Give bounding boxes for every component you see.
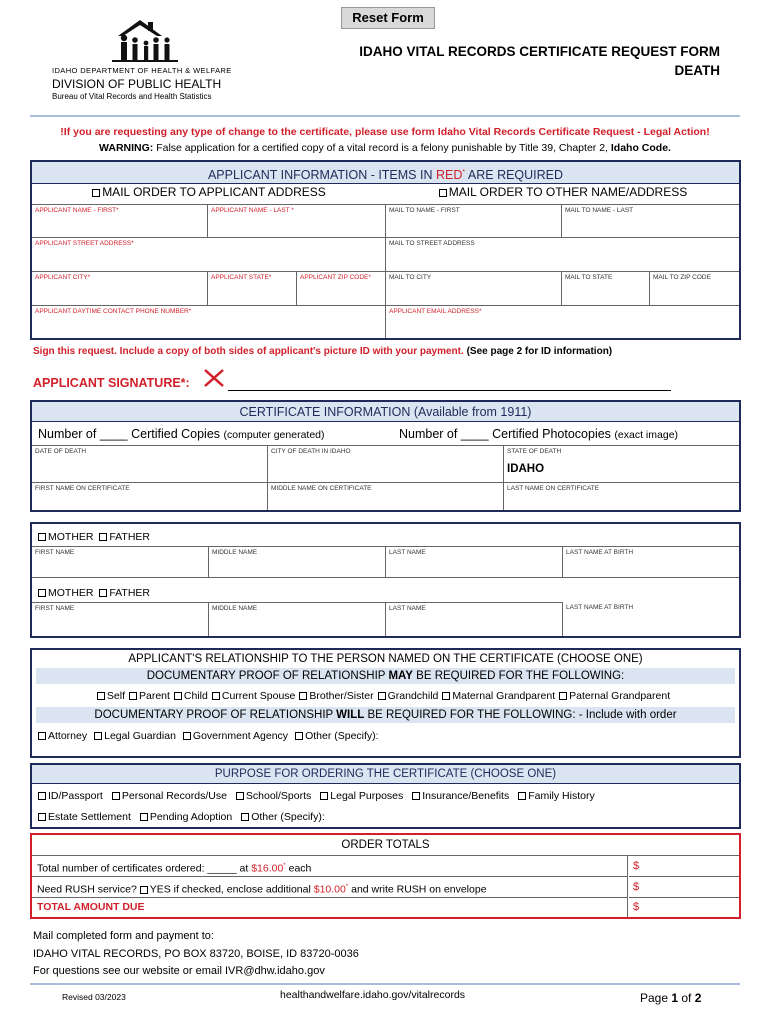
will-text-b: WILL [336, 709, 365, 721]
photocopies-label: Number of ____ Certified Photocopies [399, 427, 611, 441]
checkbox-icon [38, 589, 46, 597]
checkbox-icon [38, 792, 46, 800]
last-name-on-certificate-field[interactable]: LAST NAME ON CERTIFICATE [507, 485, 600, 492]
school-sports-checkbox[interactable] [236, 790, 311, 802]
checkbox-icon [129, 692, 137, 700]
applicant-header-post: ARE REQUIRED [465, 168, 564, 183]
checkbox-icon [38, 732, 46, 740]
mail-state-field[interactable]: MAIL TO STATE [562, 272, 650, 306]
warning-text: False application for a certified copy of a vital record is a felony punishable by Title 39, Chapter 2, [156, 142, 608, 154]
rush-service-row[interactable] [32, 877, 628, 898]
child-checkbox[interactable] [174, 690, 208, 702]
current-spouse-label: Current Spouse [221, 690, 296, 702]
copies-label: Number of ____ Certified Copies [38, 427, 221, 441]
family-logo-icon [110, 16, 180, 62]
order-totals-header: ORDER TOTALS [32, 835, 739, 856]
checkbox-icon [183, 732, 191, 740]
revised-date: Revised 03/2023 [62, 992, 126, 1002]
checkbox-icon [99, 589, 107, 597]
parent1-mother-checkbox[interactable] [38, 531, 94, 543]
checkbox-icon [412, 792, 420, 800]
checkbox-icon [212, 692, 220, 700]
parent2-middle-name-field[interactable]: MIDDLE NAME [209, 602, 386, 636]
total-certificates-row[interactable] [32, 856, 628, 877]
maternal-grandparent-label: Maternal Grandparent [452, 690, 556, 702]
checkbox-icon [241, 813, 249, 821]
parent1-first-name-field[interactable]: FIRST NAME [32, 546, 209, 578]
estate-settlement-label: Estate Settlement [48, 811, 131, 823]
parent-label: Parent [138, 690, 170, 702]
state-of-death-value: IDAHO [507, 463, 545, 475]
row2-text-b: if checked, enclose additional [170, 883, 314, 896]
applicant-header [32, 162, 739, 184]
row2-text-c: and write RUSH on envelope [348, 883, 487, 896]
brother-sister-label: Brother/Sister [309, 690, 374, 702]
checkbox-icon [295, 732, 303, 740]
applicant-street-field[interactable]: APPLICANT STREET ADDRESS* [32, 238, 386, 272]
paternal-grandparent-checkbox[interactable] [559, 690, 670, 702]
signature-x-icon [203, 368, 225, 388]
parent1-type [38, 531, 150, 543]
other-specify-checkbox[interactable] [241, 811, 325, 823]
checkbox-icon [442, 692, 450, 700]
applicant-zip-field[interactable]: APPLICANT ZIP CODE* [297, 272, 386, 306]
mother-label: MOTHER [48, 587, 94, 599]
checkbox-icon [97, 692, 105, 700]
id-passport-checkbox[interactable] [38, 790, 103, 802]
applicant-header-star: * [462, 169, 466, 176]
sign-note-red: Sign this request. Include a copy of both sides of applicant's picture ID with your payment. [33, 346, 464, 357]
state-of-death-label: STATE OF DEATH [507, 448, 562, 455]
parent-checkbox[interactable] [129, 690, 170, 702]
checkbox-icon [378, 692, 386, 700]
legal-purposes-checkbox[interactable] [320, 790, 403, 802]
may-text-a: DOCUMENTARY PROOF OF RELATIONSHIP [146, 670, 389, 682]
family-history-checkbox[interactable] [518, 790, 595, 802]
mailing-instructions [33, 928, 359, 981]
applicant-city-field[interactable]: APPLICANT CITY* [32, 272, 208, 306]
grandchild-checkbox[interactable] [378, 690, 439, 702]
order-totals-section [30, 833, 741, 919]
purpose-options-row1 [38, 789, 739, 803]
mail-last-name-field[interactable]: MAIL TO NAME - LAST [562, 204, 739, 238]
relationship-section [30, 648, 741, 758]
certificate-price: $16.00 [251, 862, 284, 875]
estate-settlement-checkbox[interactable] [38, 811, 131, 823]
brother-sister-checkbox[interactable] [299, 690, 373, 702]
checkbox-icon [38, 533, 46, 541]
maternal-grandparent-checkbox[interactable] [442, 690, 555, 702]
applicant-state-field[interactable]: APPLICANT STATE* [208, 272, 297, 306]
warning-code: Idaho Code. [610, 142, 671, 154]
checkbox-icon [559, 692, 567, 700]
bureau-name: Bureau of Vital Records and Health Statistics [52, 92, 212, 101]
personal-records-use-label: Personal Records/Use [121, 790, 227, 802]
self-label: Self [106, 690, 125, 702]
form-title [300, 42, 720, 80]
page-current: 1 [671, 991, 679, 1005]
agency-name: IDAHO DEPARTMENT OF HEALTH & WELFARE [52, 66, 232, 75]
mailing-line1: Mail completed form and payment to: [33, 930, 214, 942]
rush-yes-label: YES [149, 883, 171, 896]
warning-label: WARNING: [99, 142, 154, 154]
sign-note-black: (See page 2 for ID information) [466, 346, 613, 357]
row1-text: Total number of certificates ordered: _____ at [37, 862, 252, 875]
mailing-address: IDAHO VITAL RECORDS, PO BOX 83720, BOISE, ID 83720-0036 [33, 947, 359, 960]
mail-street-field[interactable]: MAIL TO STREET ADDRESS [386, 238, 739, 272]
mailing-contact: For questions see our website or email IVR@dhw.idaho.gov [33, 965, 325, 977]
title-line2: DEATH [674, 63, 720, 78]
parent2-father-checkbox[interactable] [99, 587, 150, 599]
mail-applicant-label: MAIL ORDER TO APPLICANT ADDRESS [102, 185, 326, 199]
certificate-header: CERTIFICATE INFORMATION (Available from 1911) [32, 402, 739, 422]
page-of: of [678, 991, 695, 1005]
parent2-type [38, 587, 150, 599]
legal-purposes-label: Legal Purposes [330, 790, 404, 802]
parent2-birth-name-field[interactable]: LAST NAME AT BIRTH [566, 604, 634, 611]
applicant-phone-field[interactable]: APPLICANT DAYTIME CONTACT PHONE NUMBER* [32, 306, 386, 338]
checkbox-icon [140, 813, 148, 821]
grandchild-label: Grandchild [387, 690, 439, 702]
city-of-death-field[interactable]: CITY OF DEATH IN IDAHO [268, 445, 504, 483]
applicant-first-name-field[interactable]: APPLICANT NAME - FIRST* [32, 204, 208, 238]
header-rule [30, 115, 740, 117]
checkbox-icon [38, 813, 46, 821]
total-amount-field[interactable]: $ [633, 901, 640, 913]
government-agency-checkbox[interactable] [183, 730, 288, 742]
mail-zip-field[interactable]: MAIL TO ZIP CODE [650, 272, 739, 306]
attorney-label: Attorney [48, 730, 88, 742]
checkbox-icon [99, 533, 107, 541]
checkbox-icon [518, 792, 526, 800]
current-spouse-checkbox[interactable] [212, 690, 296, 702]
parent1-father-checkbox[interactable] [99, 531, 150, 543]
applicant-email-field[interactable]: APPLICANT EMAIL ADDRESS* [389, 308, 482, 315]
parent2-last-name-field[interactable]: LAST NAME [386, 602, 563, 636]
father-label: FATHER [109, 587, 150, 599]
legal-guardian-checkbox[interactable] [94, 730, 176, 742]
checkbox-icon [112, 792, 120, 800]
parent1-birth-name-field[interactable]: LAST NAME AT BIRTH [563, 546, 739, 578]
mail-city-field[interactable]: MAIL TO CITY [386, 272, 562, 306]
checkbox-icon [320, 792, 328, 800]
mail-other-label: MAIL ORDER TO OTHER NAME/ADDRESS [448, 185, 688, 199]
checkbox-icon [92, 189, 100, 197]
applicant-last-name-field[interactable]: APPLICANT NAME - LAST * [208, 204, 386, 238]
other-specify-label: Other (Specify): [305, 730, 379, 742]
mail-first-name-field[interactable]: MAIL TO NAME - FIRST [386, 204, 562, 238]
footer-rule [30, 983, 740, 985]
parents-section [30, 522, 741, 638]
row1-star: * [283, 863, 286, 869]
division-name: DIVISION OF PUBLIC HEALTH [52, 77, 222, 91]
certificate-section [30, 400, 741, 512]
id-passport-label: ID/Passport [48, 790, 103, 802]
page-label: Page [640, 991, 672, 1005]
relationship-options-will [38, 729, 739, 743]
may-text-c: BE REQUIRED FOR THE FOLLOWING: [412, 670, 625, 682]
pending-adoption-label: Pending Adoption [149, 811, 233, 823]
family-history-label: Family History [528, 790, 595, 802]
mother-label: MOTHER [48, 531, 94, 543]
rush-yes-checkbox[interactable] [140, 886, 148, 894]
copies-sub: (computer generated) [223, 429, 325, 441]
insurance-benefits-checkbox[interactable] [412, 790, 509, 802]
purpose-header: PURPOSE FOR ORDERING THE CERTIFICATE (CHOOSE ONE) [32, 765, 739, 784]
parent1-last-name-field[interactable]: LAST NAME [386, 546, 563, 578]
mail-to-applicant-checkbox[interactable] [32, 185, 386, 199]
row1-text-b: each [285, 862, 312, 875]
row1-amount-field[interactable]: $ [629, 856, 739, 877]
parent2-mother-checkbox[interactable] [38, 587, 94, 599]
pending-adoption-checkbox[interactable] [140, 811, 232, 823]
first-name-on-certificate-field[interactable]: FIRST NAME ON CERTIFICATE [32, 483, 268, 510]
personal-records-use-checkbox[interactable] [112, 790, 227, 802]
will-text-a: DOCUMENTARY PROOF OF RELATIONSHIP [94, 709, 337, 721]
parent2-first-name-field[interactable]: FIRST NAME [32, 602, 209, 636]
title-line1: IDAHO VITAL RECORDS CERTIFICATE REQUEST FORM [359, 44, 720, 59]
child-label: Child [183, 690, 208, 702]
row2-text: Need RUSH service? [37, 883, 140, 896]
father-label: FATHER [109, 531, 150, 543]
middle-name-on-certificate-field[interactable]: MIDDLE NAME ON CERTIFICATE [268, 483, 504, 510]
reset-form-button[interactable]: Reset Form [341, 7, 435, 29]
applicant-section [30, 160, 741, 340]
school-sports-label: School/Sports [245, 790, 312, 802]
checkbox-icon [236, 792, 244, 800]
state-of-death-field [504, 445, 739, 483]
self-checkbox[interactable] [97, 690, 125, 702]
date-of-death-field[interactable]: DATE OF DEATH [32, 445, 268, 483]
page-number [640, 991, 701, 1005]
relationship-options-may [32, 689, 739, 703]
website-url: healthandwelfare.idaho.gov/vitalrecords [280, 989, 466, 1001]
sign-instructions [33, 346, 612, 357]
may-text-b: MAY [388, 670, 413, 682]
row2-amount-field[interactable]: $ [629, 877, 739, 898]
parent1-middle-name-field[interactable]: MIDDLE NAME [209, 546, 386, 578]
page-total: 2 [694, 991, 702, 1005]
row2-star: * [345, 884, 349, 890]
legal-guardian-label: Legal Guardian [104, 730, 176, 742]
insurance-benefits-label: Insurance/Benefits [422, 790, 510, 802]
signature-field[interactable] [228, 390, 671, 391]
checkbox-icon [174, 692, 182, 700]
mail-to-other-checkbox[interactable] [386, 185, 740, 199]
may-require-banner [36, 668, 735, 684]
other-specify-label: Other (Specify): [251, 811, 325, 823]
checkbox-icon [299, 692, 307, 700]
photocopies-sub: (exact image) [614, 429, 679, 441]
applicant-header-pre: APPLICANT INFORMATION - ITEMS IN [207, 168, 436, 183]
purpose-options-row2 [38, 810, 739, 824]
certified-copies-count[interactable] [38, 427, 325, 441]
warning-line [30, 142, 740, 154]
relationship-header: APPLICANT'S RELATIONSHIP TO THE PERSON NAMED ON THE CERTIFICATE (CHOOSE ONE) [32, 650, 739, 668]
government-agency-label: Government Agency [192, 730, 289, 742]
certified-photocopies-count[interactable] [399, 427, 678, 441]
other-specify-checkbox[interactable] [295, 730, 379, 742]
legal-action-notice: !If you are requesting any type of change to the certificate, please use form Idaho Vital Records Certificate Request - Legal Action! [60, 126, 710, 138]
paternal-grandparent-label: Paternal Grandparent [569, 690, 671, 702]
applicant-header-red: RED [435, 168, 463, 183]
checkbox-icon [439, 189, 447, 197]
rush-price: $10.00 [313, 883, 346, 896]
total-amount-due-label: TOTAL AMOUNT DUE [32, 898, 628, 917]
purpose-section [30, 763, 741, 829]
attorney-checkbox[interactable] [38, 730, 87, 742]
checkbox-icon [94, 732, 102, 740]
signature-label: APPLICANT SIGNATURE*: [33, 376, 190, 390]
will-text-c: BE REQUIRED FOR THE FOLLOWING: - Include with order [364, 709, 677, 721]
will-require-banner [36, 707, 735, 723]
